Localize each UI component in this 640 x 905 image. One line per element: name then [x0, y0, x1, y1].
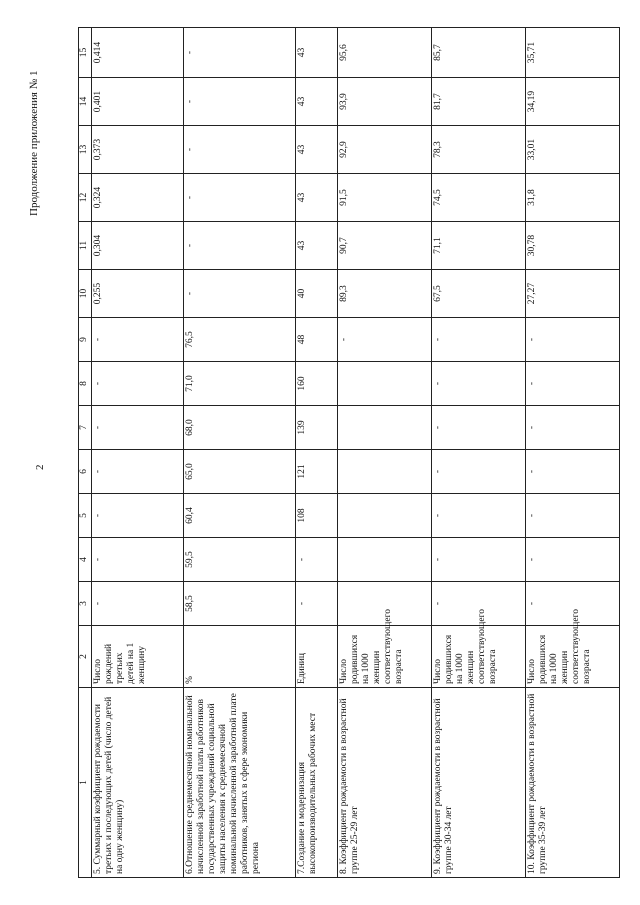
table-row	[184, 28, 296, 878]
value-cell: 40	[296, 270, 338, 318]
value-cell: 95,6	[338, 28, 432, 78]
unit-cell: Единиц	[296, 626, 338, 688]
unit-cell: Число родившихся на 1000 женщин соответствующего возраста	[338, 626, 432, 688]
header-cell: 11	[79, 222, 92, 270]
value-cell: -	[432, 494, 526, 538]
header-cell: 15	[79, 28, 92, 78]
value-cell: -	[184, 270, 296, 318]
value-cell: -	[184, 126, 296, 174]
value-cell: 0,401	[92, 78, 184, 126]
value-cell: -	[184, 78, 296, 126]
value-cell: -	[338, 318, 432, 362]
value-cell: -	[432, 450, 526, 494]
header-cell: 12	[79, 174, 92, 222]
table-row	[432, 28, 526, 878]
header-cell: 3	[79, 582, 92, 626]
value-cell: 108	[296, 494, 338, 538]
table-row	[296, 28, 338, 878]
value-cell: 65,0	[184, 450, 296, 494]
value-cell: -	[184, 222, 296, 270]
value-cell: -	[526, 494, 620, 538]
header-cell: 9	[79, 318, 92, 362]
value-cell: 91,5	[338, 174, 432, 222]
value-cell	[338, 406, 432, 450]
value-cell: -	[92, 582, 184, 626]
value-cell: 30,78	[526, 222, 620, 270]
value-cell	[338, 538, 432, 582]
indicator-label: 8. Коэффициент рождаемости в возрастной группе 25-29 лет	[338, 688, 432, 878]
value-cell: 139	[296, 406, 338, 450]
table-row	[526, 28, 620, 878]
indicator-label: 5. Суммарный коэффициент рождаемости третьих и последующих детей (число детей на одну женщину)	[92, 688, 184, 878]
value-cell: -	[526, 362, 620, 406]
value-cell: 34,19	[526, 78, 620, 126]
value-cell: 0,304	[92, 222, 184, 270]
value-cell: 76,5	[184, 318, 296, 362]
value-cell: -	[526, 450, 620, 494]
indicator-label: 6.Отношение среднемесячной номинальной начисленной заработной платы работников государственных учреждений социальной защиты населения к среднемесячной номинальной начисленной заработной плате работников, занятых в сфере экономики региона	[184, 688, 296, 878]
value-cell: 58,5	[184, 582, 296, 626]
value-cell: 71,1	[432, 222, 526, 270]
header-cell: 4	[79, 538, 92, 582]
indicator-label: 7.Создание и модернизация высокопроизводительных рабочих мест	[296, 688, 338, 878]
header-cell: 1	[79, 688, 92, 878]
header-cell: 6	[79, 450, 92, 494]
value-cell: -	[92, 450, 184, 494]
value-cell: 35,71	[526, 28, 620, 78]
value-cell: -	[92, 318, 184, 362]
value-cell: -	[296, 538, 338, 582]
table-row	[338, 28, 432, 878]
unit-cell: Число родившихся на 1000 женщин соответствующего возраста	[432, 626, 526, 688]
table-row	[92, 28, 184, 878]
value-cell: -	[526, 538, 620, 582]
unit-cell: Число рождений третьих детей на 1 женщину	[92, 626, 184, 688]
value-cell: 85,7	[432, 28, 526, 78]
value-cell: -	[432, 406, 526, 450]
value-cell: 60,4	[184, 494, 296, 538]
indicator-label: 9. Коэффициент рождаемости в возрастной группе 30-34 лет	[432, 688, 526, 878]
value-cell: 67,5	[432, 270, 526, 318]
appendix-caption: Продолжение приложения № 1	[28, 70, 40, 216]
value-cell: -	[432, 582, 526, 626]
value-cell: -	[526, 406, 620, 450]
rotated-table-container	[78, 30, 610, 878]
value-cell: 0,414	[92, 28, 184, 78]
value-cell: 71,0	[184, 362, 296, 406]
value-cell: 0,324	[92, 174, 184, 222]
value-cell: 31,8	[526, 174, 620, 222]
value-cell: -	[526, 318, 620, 362]
value-cell: 33,01	[526, 126, 620, 174]
value-cell: 48	[296, 318, 338, 362]
value-cell	[338, 494, 432, 538]
value-cell: 81,7	[432, 78, 526, 126]
value-cell: 160	[296, 362, 338, 406]
value-cell: 43	[296, 78, 338, 126]
value-cell: 27,27	[526, 270, 620, 318]
indicator-label: 10. Коэффициент рождаемости в возрастной группе 35-39 лет	[526, 688, 620, 878]
header-cell: 5	[79, 494, 92, 538]
value-cell: 78,3	[432, 126, 526, 174]
header-cell: 7	[79, 406, 92, 450]
value-cell: 0,255	[92, 270, 184, 318]
value-cell: -	[92, 406, 184, 450]
indicators-table	[78, 27, 620, 878]
value-cell: -	[92, 494, 184, 538]
value-cell: 43	[296, 126, 338, 174]
header-row	[79, 28, 92, 878]
value-cell: -	[184, 174, 296, 222]
header-cell: 13	[79, 126, 92, 174]
value-cell: 121	[296, 450, 338, 494]
value-cell: 59,5	[184, 538, 296, 582]
header-cell: 2	[79, 626, 92, 688]
value-cell: 43	[296, 222, 338, 270]
header-cell: 10	[79, 270, 92, 318]
value-cell: -	[432, 318, 526, 362]
value-cell: -	[526, 582, 620, 626]
value-cell: 74,5	[432, 174, 526, 222]
page-number: 2	[34, 464, 46, 470]
value-cell: 68,0	[184, 406, 296, 450]
header-cell: 8	[79, 362, 92, 406]
value-cell: 92,9	[338, 126, 432, 174]
value-cell: 0,373	[92, 126, 184, 174]
unit-cell: Число родившихся на 1000 женщин соответствующего возраста	[526, 626, 620, 688]
unit-cell: %	[184, 626, 296, 688]
value-cell: 43	[296, 28, 338, 78]
value-cell: -	[432, 362, 526, 406]
value-cell: -	[92, 362, 184, 406]
value-cell: -	[92, 538, 184, 582]
value-cell: -	[432, 538, 526, 582]
value-cell: -	[184, 28, 296, 78]
value-cell: 89,3	[338, 270, 432, 318]
value-cell: -	[296, 582, 338, 626]
header-cell: 14	[79, 78, 92, 126]
value-cell: 90,7	[338, 222, 432, 270]
value-cell: 43	[296, 174, 338, 222]
value-cell	[338, 450, 432, 494]
value-cell: 93,9	[338, 78, 432, 126]
value-cell	[338, 362, 432, 406]
